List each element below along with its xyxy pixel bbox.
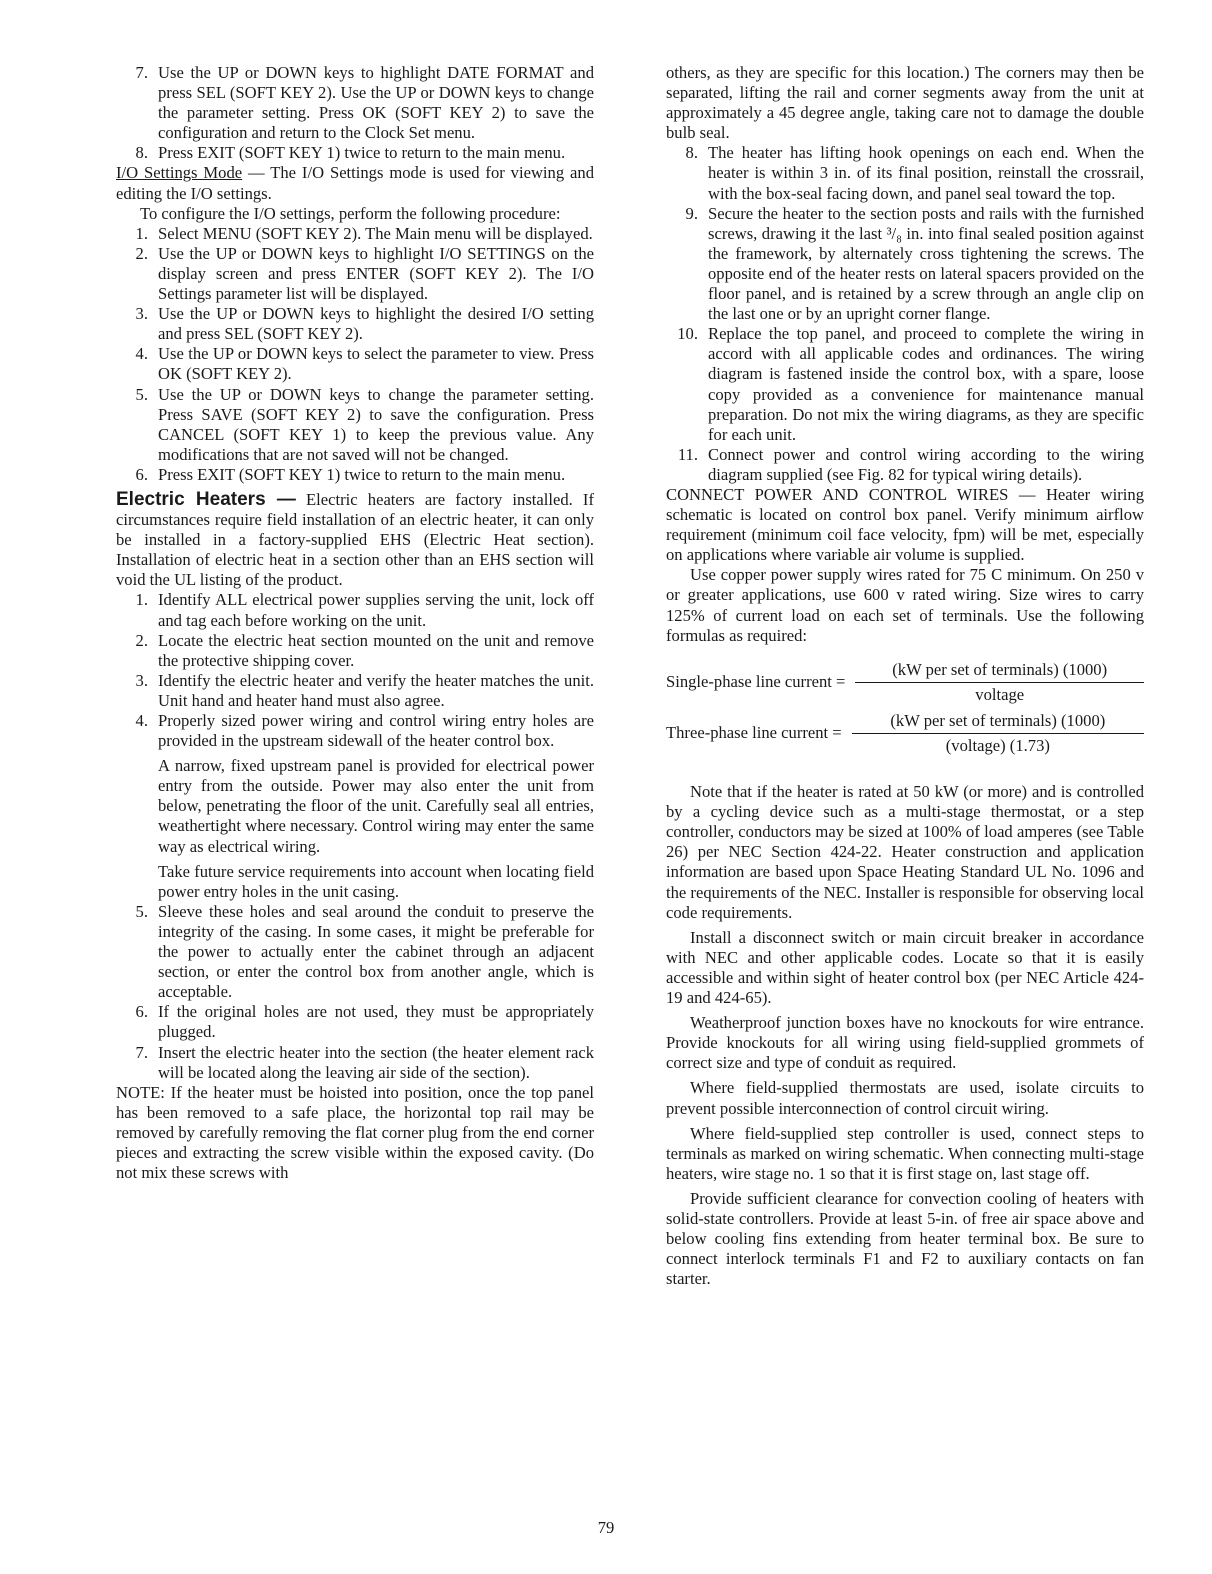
heater-install-steps-list <box>116 590 594 1082</box>
cycling-device-paragraph: Note that if the heater is rated at 50 kW (or more) and is controlled by a cycling device such as a multi-stage thermostat, or a step controller, conductors may be sized at 100% of load amperes (see Table 26) per NEC Section 424-22. Heater construction and application information are based upon Space Heating Standard UL No. 1096 and the requirements of the NEC. Installer is responsible for observing local code requirements. <box>666 782 1144 922</box>
list-item-text: The heater has lifting hook openings on each end. When the heater is within 3 in. of its final position, reinstall the crossrail, with the box-seal facing down, and panel seal toward the top. <box>708 143 1144 203</box>
list-item: 7. Use the UP or DOWN keys to highlight DATE FORMAT and press SEL (SOFT KEY 2). Use the UP or DOWN keys to change the parameter setting. Press OK (SOFT KEY 2) to save the configuration and return to the Clock Set menu. <box>135 63 594 143</box>
list-item-text: Select MENU (SOFT KEY 2). The Main menu will be displayed. <box>158 223 593 243</box>
list-item: 8. Press EXIT (SOFT KEY 1) twice to return to the main menu. <box>135 143 566 163</box>
list-item: 2. Locate the electric heat section mounted on the unit and remove the protective shipping cover. <box>135 630 594 670</box>
list-item: 4. Properly sized power wiring and control wiring entry holes are provided in the upstream sidewall of the heater control box. A narrow, fixed upstream panel is provided for electrical power entry from the outside. Power may also enter the unit from below, penetrating the floor of the unit. Carefully seal all entries, weathertight where necessary. Control wiring may enter the same way as electrical wiring. Take future service requirements into account when locating field power entry holes in the unit casing. <box>135 711 594 901</box>
clearance-paragraph: Provide sufficient clearance for convection cooling of heaters with solid-state controllers. Provide at least 5-in. of free air space above and below cooling fins extending from heater terminal box. Be sure to connect interlock terminals F1 and F2 to auxiliary contacts on fan starter. <box>666 1188 1144 1289</box>
list-item: 9. Secure the heater to the section posts and rails with the furnished screws, drawing it the last ³/₈ in. into final sealed position against the framework, by alternately cross tightening the screws. The opposite end of the heater rests on lateral spacers provided on the floor panel, and is retained by a screw through an angle clip on the last one or by an upright corner flange. <box>685 203 1144 324</box>
list-item-text: Insert the electric heater into the section (the heater element rack will be located along the leaving air side of the section). <box>158 1042 594 1082</box>
io-settings-paragraph: I/O Settings Mode — The I/O Settings mode is used for viewing and editing the I/O settings. <box>116 163 594 203</box>
note-paragraph: NOTE: If the heater must be hoisted into position, once the top panel has been removed to a safe place, the horizontal top rail may be removed by carefully removing the flat corner plug from the end corner pieces and extracting the screw visible within the exposed cavity. (Do not mix these screws with <box>116 1082 594 1183</box>
list-item-text: Use the UP or DOWN keys to change the parameter setting. Press SAVE (SOFT KEY 2) to save the configuration. Press CANCEL (SOFT KEY 1) to keep the previous value. Any modifications that are not saved will not be changed. <box>158 384 594 464</box>
formula-fraction <box>852 711 1144 756</box>
formula-numerator: (kW per set of terminals) (1000) <box>852 711 1144 734</box>
list-item: 7. Insert the electric heater into the section (the heater element rack will be located along the leaving air side of the section). <box>135 1042 594 1082</box>
formula-denominator: voltage <box>975 684 1025 704</box>
list-item-text: Press EXIT (SOFT KEY 1) twice to return to the main menu. <box>158 143 566 163</box>
connect-power-paragraph: CONNECT POWER AND CONTROL WIRES — Heater wiring schematic is located on control box panel. Verify minimum airflow requirement (minimum coil face velocity, fpm) will be met, especially on applications where variable air volume is supplied. <box>666 484 1145 565</box>
list-item: 5. Sleeve these holes and seal around the conduit to preserve the integrity of the casing. In some cases, it might be preferable for the power to actually enter the cabinet through an adjacent section, or enter the control box from another angle, which is acceptable. <box>135 901 594 1002</box>
left-column <box>116 63 594 1183</box>
list-item: 11. Connect power and control wiring according to the wiring diagram supplied (see Fig. 82 for typical wiring details). <box>677 444 1144 484</box>
list-item: 1. Select MENU (SOFT KEY 2). The Main menu will be displayed. <box>135 223 593 243</box>
list-item-text: Identify ALL electrical power supplies serving the unit, lock off and tag each before working on the unit. <box>158 590 594 630</box>
list-item: 1. Identify ALL electrical power supplies serving the unit, lock off and tag each before working on the unit. <box>135 590 594 630</box>
list-item-text: Use the UP or DOWN keys to highlight the desired I/O setting and press SEL (SOFT KEY 2). <box>158 304 594 344</box>
step-controller-paragraph: Where field-supplied step controller is used, connect steps to terminals as marked on wiring schematic. When connecting multi-stage heaters, wire stage no. 1 so that it is first stage on, last stage off. <box>666 1123 1144 1183</box>
note-continuation-paragraph: others, as they are specific for this location.) The corners may then be separated, lifting the rail and corner segments away from the unit at approximately a 45 degree angle, taking care not to damage the double bulb seal. <box>666 63 1144 143</box>
list-item-text: Use the UP or DOWN keys to highlight DATE FORMAT and press SEL (SOFT KEY 2). Use the UP or DOWN keys to change the parameter setting. Press OK (SOFT KEY 2) to save the configuration and return to the Clock Set menu. <box>158 63 594 143</box>
list-item-text: Replace the top panel, and proceed to complete the wiring in accord with all applicable codes and ordinances. The wiring diagram is fastened inside the control box, with a spare, loose copy provided as a convenience for maintenance manual preparation. Do not mix the wiring diagrams, as they are specific for each unit. <box>708 324 1144 444</box>
list-item-subparagraph: A narrow, fixed upstream panel is provided for electrical power entry from the outside. Power may also enter the unit from below, penetrating the floor of the unit. Carefully seal all entries, weathertight where necessary. Control wiring may enter the same way as electrical wiring. <box>158 756 594 856</box>
disconnect-switch-paragraph: Install a disconnect switch or main circuit breaker in accordance with NEC and other applicable codes. Locate so that it is easily accessible and within sight of heater control box (per NEC Article 424-19 and 424-65). <box>666 927 1144 1008</box>
list-item: 6. If the original holes are not used, they must be appropriately plugged. <box>135 1002 594 1042</box>
list-item-text: Identify the electric heater and verify the heater matches the unit. Unit hand and heater hand must also agree. <box>158 670 594 710</box>
junction-box-paragraph: Weatherproof junction boxes have no knockouts for wire entrance. Provide knockouts for all wiring using field-supplied grommets of correct size and type of conduit as required. <box>666 1013 1144 1073</box>
list-item: 8. The heater has lifting hook openings on each end. When the heater is within 3 in. of its final position, reinstall the crossrail, with the box-seal facing down, and panel seal toward the top. <box>685 143 1144 203</box>
list-item: 4. Use the UP or DOWN keys to select the parameter to view. Press OK (SOFT KEY 2). <box>135 344 594 384</box>
io-configure-paragraph: To configure the I/O settings, perform the following procedure: <box>140 203 561 223</box>
list-item-subparagraph: Take future service requirements into account when locating field power entry holes in the unit casing. <box>158 861 594 901</box>
connect-power-heading: CONNECT POWER AND CONTROL WIRES <box>666 484 1009 504</box>
formula-label: Single-phase line current = <box>666 672 846 692</box>
list-item-text: Locate the electric heat section mounted on the unit and remove the protective shipping cover. <box>158 630 594 670</box>
list-item-text: If the original holes are not used, they must be appropriately plugged. <box>158 1002 594 1042</box>
electric-heaters-paragraph: Electric Heaters — Electric heaters are factory installed. If circumstances require field installation of an electric heater, it can only be installed in a factory-supplied EHS (Electric Heat section). Installation of electric heat in a section other than an EHS section will void the UL listing of the product. <box>116 488 594 590</box>
list-item-text: Properly sized power wiring and control wiring entry holes are provided in the upstream sidewall of the heater control box. <box>158 711 594 751</box>
list-item-text: Press EXIT (SOFT KEY 1) twice to return to the main menu. <box>158 464 566 484</box>
page-number: 79 <box>597 1518 615 1537</box>
list-item: 3. Identify the electric heater and verify the heater matches the unit. Unit hand and heater hand must also agree. <box>135 670 594 710</box>
single-phase-formula <box>666 660 1144 705</box>
formula-label: Three-phase line current = <box>666 723 842 743</box>
list-item: 5. Use the UP or DOWN keys to change the parameter setting. Press SAVE (SOFT KEY 2) to save the configuration. Press CANCEL (SOFT KEY 1) to keep the previous value. Any modifications that are not saved will not be changed. <box>135 384 594 464</box>
heater-install-steps-list-continued <box>666 143 1144 485</box>
list-item-text: Use the UP or DOWN keys to select the parameter to view. Press OK (SOFT KEY 2). <box>158 344 594 384</box>
clock-set-steps-list <box>116 63 594 163</box>
electric-heaters-heading: Electric Heaters — <box>116 488 296 510</box>
list-item-text: Sleeve these holes and seal around the conduit to preserve the integrity of the casing. In some cases, it might be preferable for the power to actually enter the cabinet through an adjacent section, or enter the control box from another angle, which is acceptable. <box>158 901 594 1002</box>
list-item-text: Secure the heater to the section posts and rails with the furnished screws, drawing it the last ³/₈ in. into final sealed position against the framework, by alternately cross tightening the screws. The opposite end of the heater rests on lateral spacers provided on the floor panel, and is retained by a screw through an angle clip on the last one or by an upright corner flange. <box>708 203 1144 324</box>
three-phase-formula <box>666 711 1144 756</box>
list-item: 6. Press EXIT (SOFT KEY 1) twice to return to the main menu. <box>135 464 566 484</box>
copper-wire-paragraph: Use copper power supply wires rated for 75 C minimum. On 250 v or greater applications, use 600 v rated wiring. Size wires to carry 125% of current load on each set of terminals. Use the following formulas as required: <box>666 565 1144 645</box>
list-item: 2. Use the UP or DOWN keys to highlight I/O SETTINGS on the display screen and press ENTER (SOFT KEY 2). The I/O Settings parameter list will be displayed. <box>135 243 594 304</box>
io-settings-steps-list <box>116 224 594 485</box>
thermostat-paragraph: Where field-supplied thermostats are used, isolate circuits to prevent possible interconnection of control circuit wiring. <box>666 1078 1144 1118</box>
list-item-text: Connect power and control wiring according to the wiring diagram supplied (see Fig. 82 for typical wiring details). <box>708 444 1144 484</box>
right-column <box>666 63 1144 1289</box>
formula-denominator: (voltage) (1.73) <box>945 736 1050 755</box>
list-item-text: Use the UP or DOWN keys to highlight I/O SETTINGS on the display screen and press ENTER (SOFT KEY 2). The I/O Settings parameter list will be displayed. <box>158 243 594 304</box>
list-item: 10. Replace the top panel, and proceed to complete the wiring in accord with all applicable codes and ordinances. The wiring diagram is fastened inside the control box, with a spare, loose copy provided as a convenience for maintenance manual preparation. Do not mix the wiring diagrams, as they are specific for each unit. <box>677 324 1144 444</box>
formula-numerator: (kW per set of terminals) (1000) <box>855 660 1144 683</box>
io-settings-heading: I/O Settings Mode <box>116 163 243 183</box>
list-item: 3. Use the UP or DOWN keys to highlight the desired I/O setting and press SEL (SOFT KEY 2). <box>135 304 594 344</box>
formula-fraction <box>855 660 1144 705</box>
